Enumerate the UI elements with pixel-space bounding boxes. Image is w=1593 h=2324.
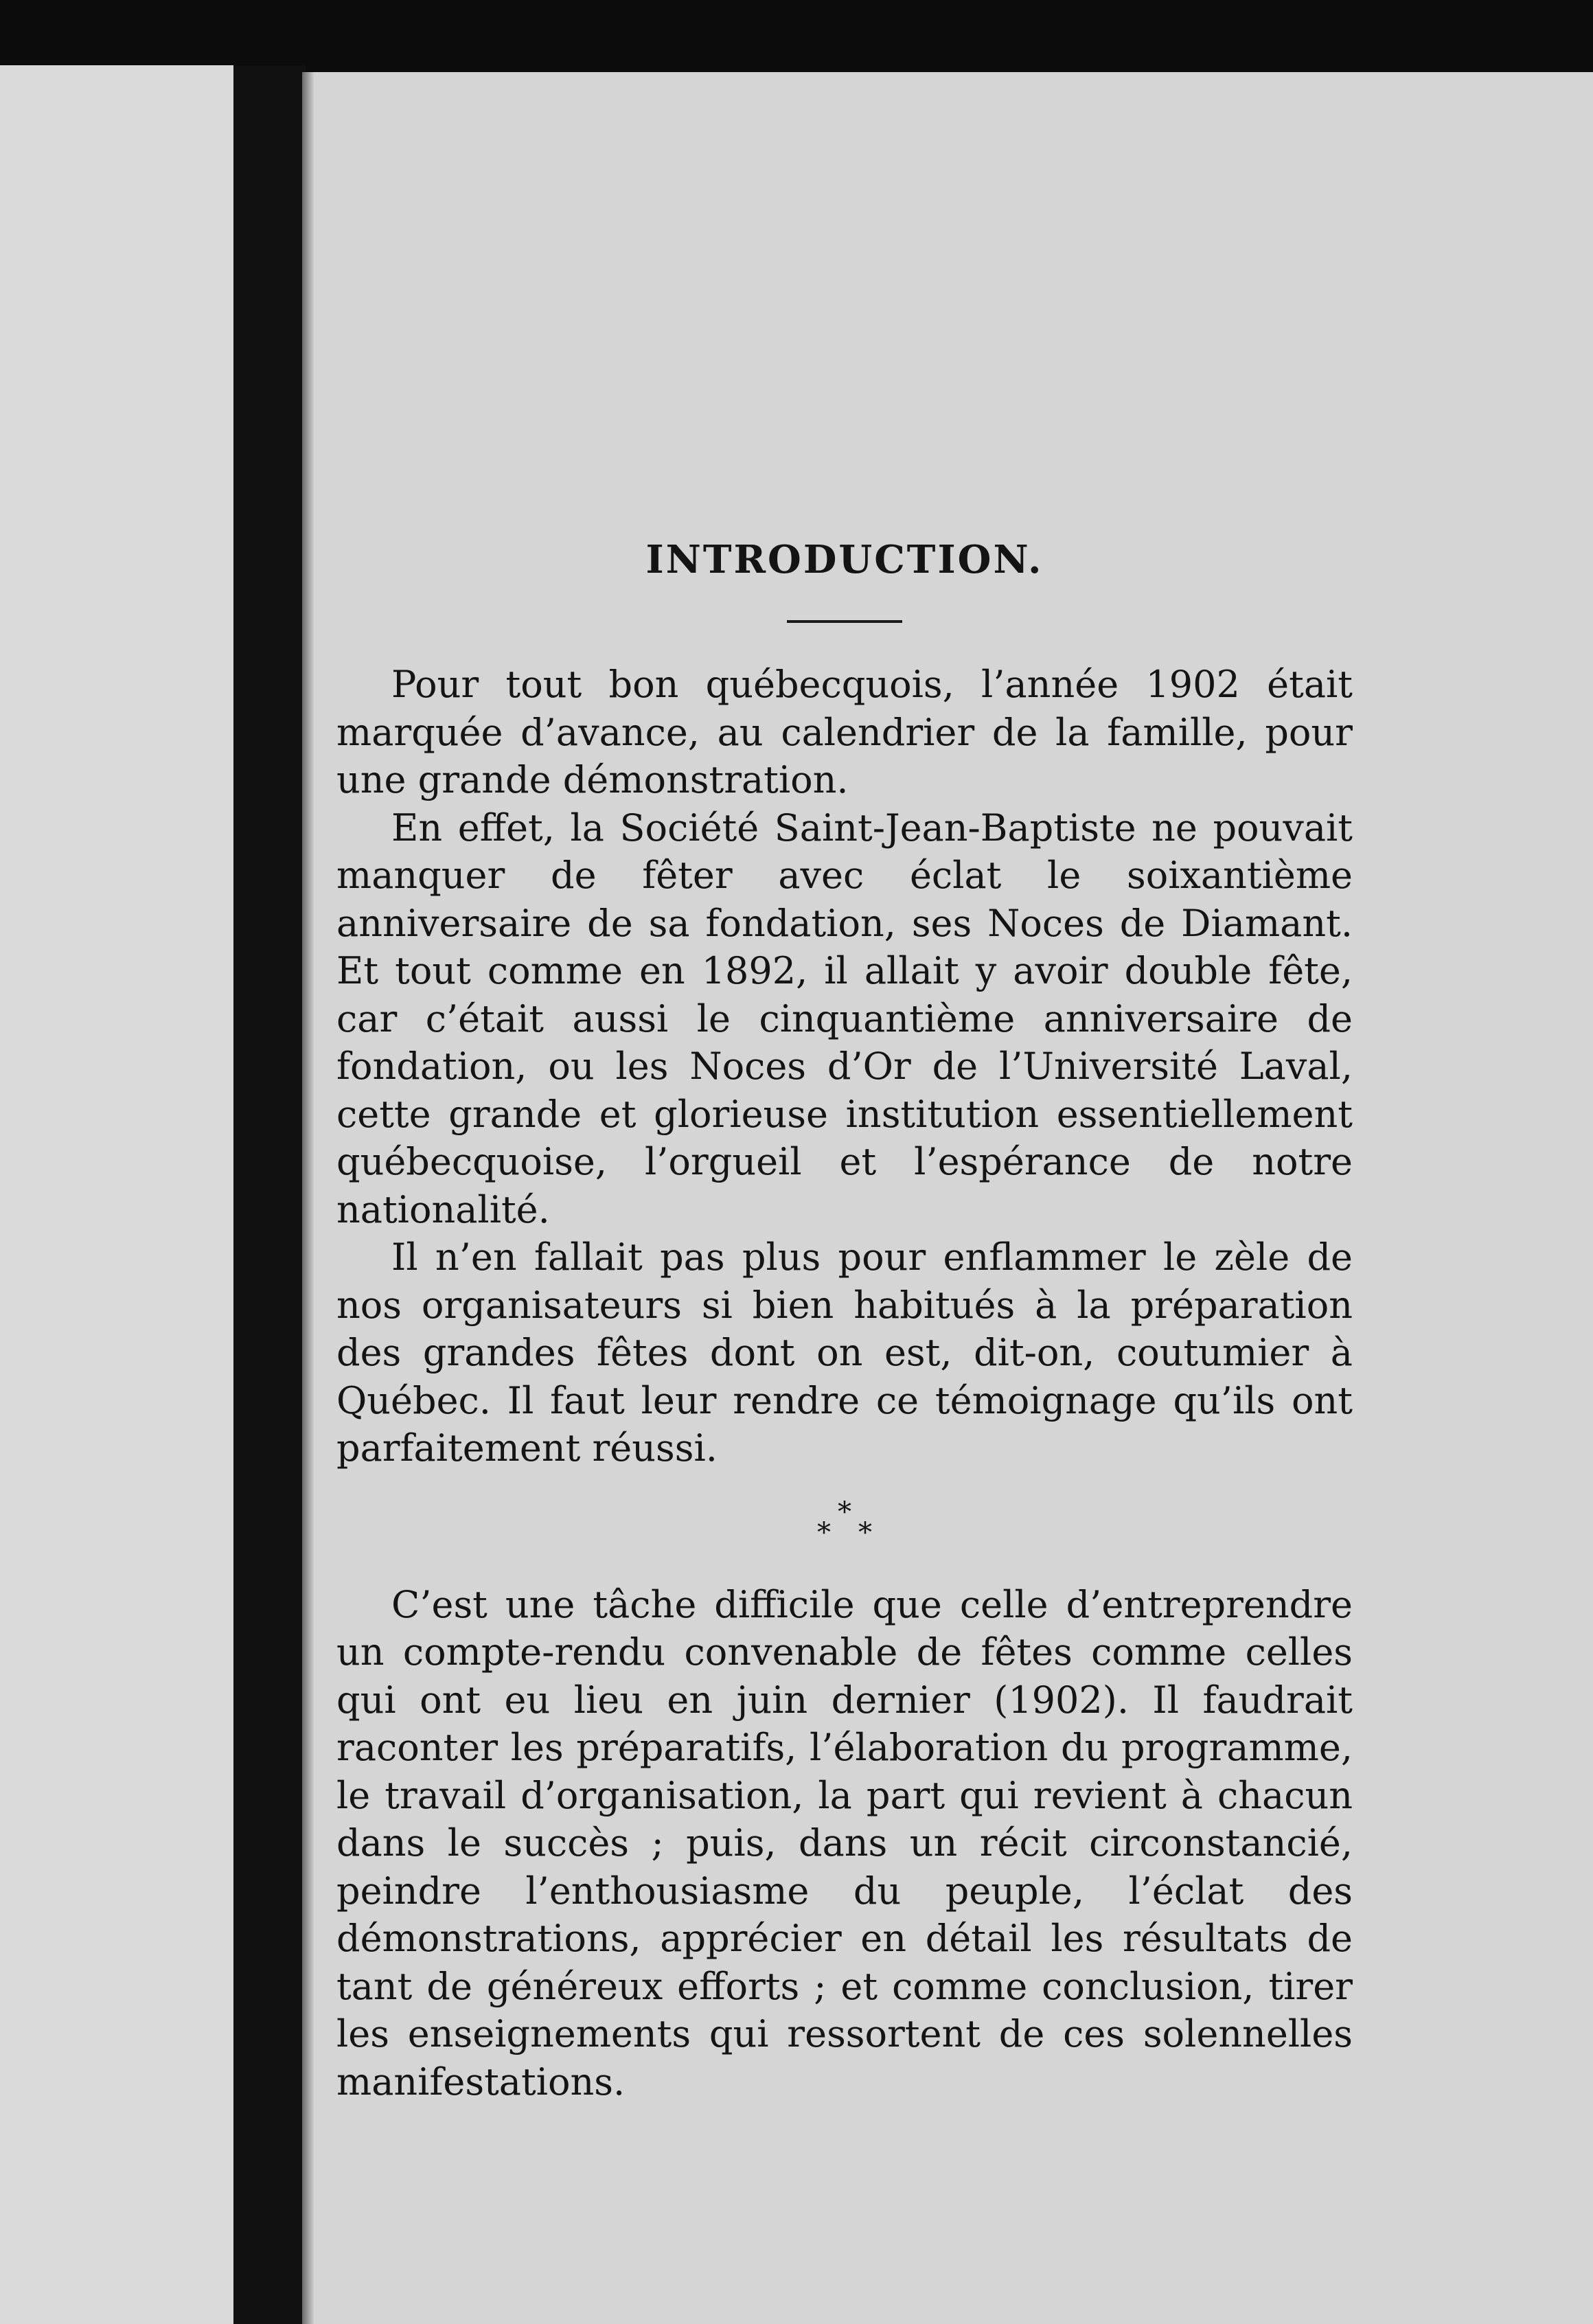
title-rule (787, 620, 902, 623)
page-title: INTRODUCTION. (645, 537, 1044, 582)
asterism-star-top: * (838, 1496, 851, 1528)
asterism-divider (803, 1496, 886, 1553)
paragraph-2: En effet, la Société Saint-Jean-Baptiste ne pouvait manquer de fêter avec éclat le soixantième anniversaire de sa fondation, ses Noces de Diamant. Et tout comme en 1892, il allait y avoir double fête, car c’était aussi le cinquantième anniversaire de fondation, ou les Noces d’Or de l’Université Laval, cette grande et glorieuse institution essentiellement québecquoise, l’orgueil et l’espérance de notre nationalité. (336, 806, 1353, 1231)
asterism-star-right: * (858, 1516, 872, 1549)
page-shadow (302, 72, 314, 2324)
page-text (336, 453, 1353, 2106)
book-gutter (233, 65, 306, 2324)
book-page (302, 72, 1593, 2324)
paragraph-3: Il n’en fallait pas plus pour enflammer le zèle de nos organisateurs si bien habitués à la préparation des grandes fêtes dont on est, dit-on, coutumier à Québec. Il faut leur rendre ce témoignage qu’ils ont parfaitement réussi. (336, 1235, 1353, 1470)
asterism-star-left: * (817, 1516, 831, 1549)
left-page-edge (0, 65, 233, 2324)
paragraph-4: C’est une tâche difficile que celle d’entreprendre un compte-rendu convenable de fêtes comme celles qui ont eu lieu en juin dernier (1902). Il faudrait raconter les préparatifs, l’élaboration du programme, le travail d’organisation, la part qui revient à chacun dans le succès ; puis, dans un récit circonstancié, peindre l’enthousiasme du peuple, l’éclat des démonstrations, apprécier en détail les résultats de tant de généreux efforts ; et comme conclusion, tirer les enseignements qui ressortent de ces solennelles manifestations. (336, 1582, 1353, 2104)
paragraph-1: Pour tout bon québecquois, l’année 1902 était marquée d’avance, au calendrier de la famille, pour une grande démonstration. (336, 663, 1353, 801)
